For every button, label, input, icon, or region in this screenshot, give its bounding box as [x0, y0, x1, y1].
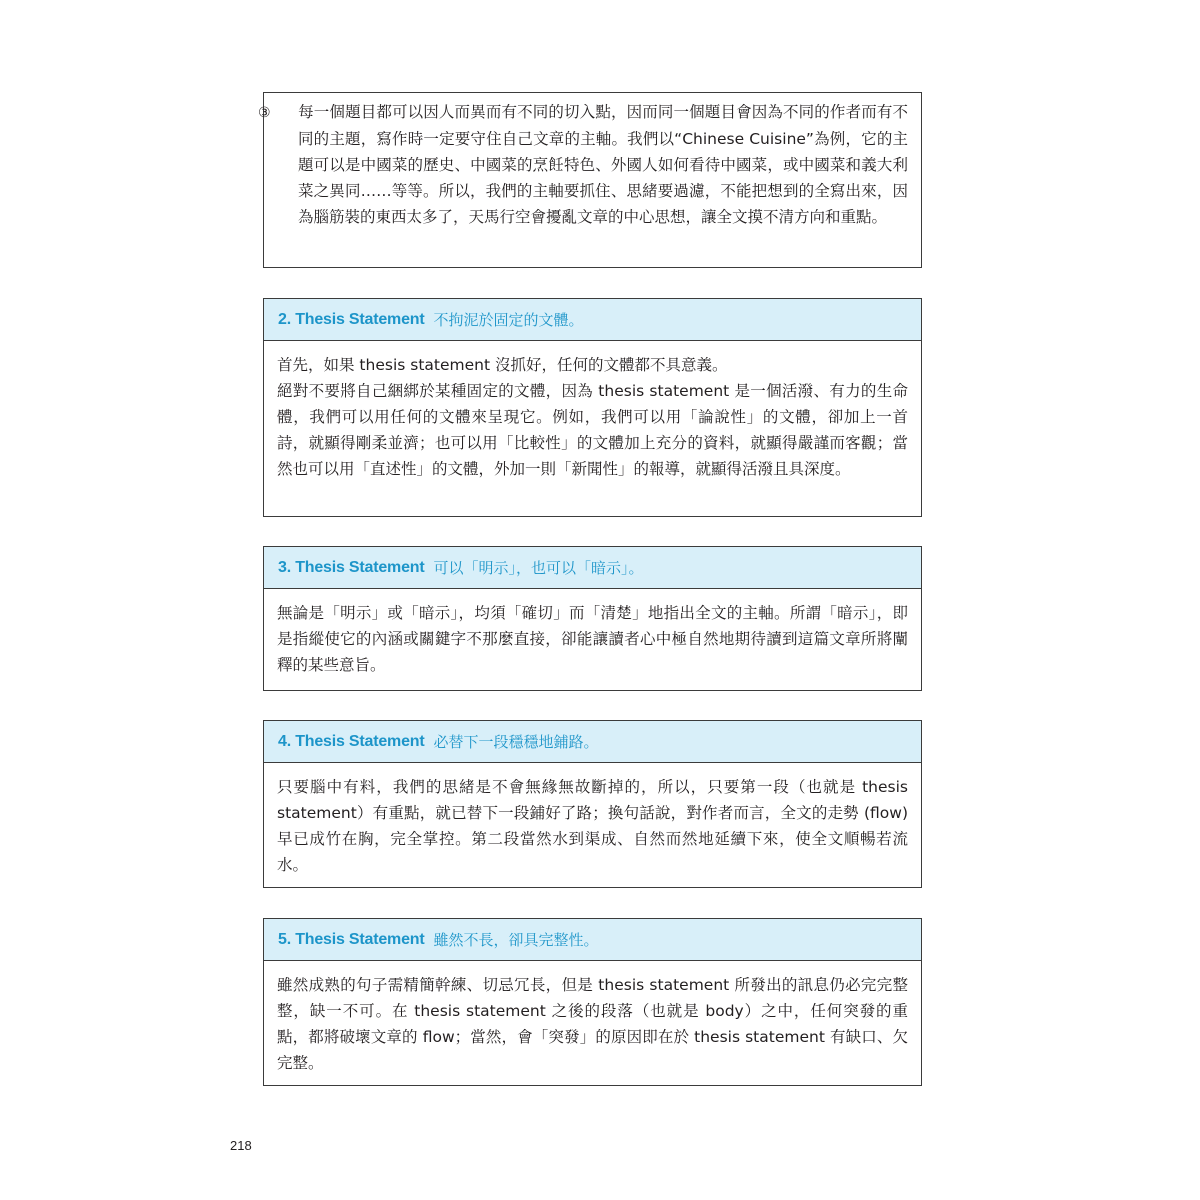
- section-body: [264, 763, 921, 888]
- section-heading: [264, 919, 921, 961]
- section-heading-title: 2. Thesis Statement: [278, 310, 425, 328]
- note-text: 每一個題目都可以因人而異而有不同的切入點，因而同一個題目會因為不同的作者而有不同的主題，寫作時一定要守住自己文章的主軸。我們以“Chinese Cuisine”為例，它的主題可以是中國菜的歷史、中國菜的烹飪特色、外國人如何看待中國菜，或中國菜和義大利菜之異同……等等。所以，我們的主軸要抓住、思緒要過濾，不能把想到的全寫出來，因為腦筋裝的東西太多了，天馬行空會擾亂文章的中心思想，讓全文摸不清方向和重點。: [298, 103, 908, 226]
- section-paragraph: 只要腦中有料，我們的思緒是不會無緣無故斷掉的，所以，只要第一段（也就是 thesis statement）有重點，就已替下一段鋪好了路；換句話說，對作者而言，全文的走勢 (flow) 早已成竹在胸，完全掌控。第二段當然水到渠成、自然而然地延續下來，使全文順暢若流水。: [277, 778, 908, 874]
- section-heading: [264, 547, 921, 589]
- section-body: [264, 589, 921, 688]
- note-box: [258, 92, 922, 268]
- section-heading-subtitle: 雖然不長，卻具完整性。: [433, 931, 599, 949]
- page-number: 218: [230, 1138, 252, 1153]
- section-paragraph: 首先，如果 thesis statement 沒抓好，任何的文體都不具意義。: [277, 356, 728, 374]
- section-paragraph: 雖然成熟的句子需精簡幹練、切忌冗長，但是 thesis statement 所發出的訊息仍必完完整整，缺一不可。在 thesis statement 之後的段落（也就是 body）之中，任何突發的重點，都將破壞文章的 flow；當然，會「突發」的原因即在於 thesis statement 有缺口、欠完整。: [277, 976, 908, 1072]
- section-body: [264, 341, 921, 492]
- section-heading-subtitle: 可以「明示」，也可以「暗示」。: [433, 559, 644, 577]
- section-heading-title: 5. Thesis Statement: [278, 930, 425, 948]
- section-heading-subtitle: 必替下一段穩穩地鋪路。: [433, 733, 599, 751]
- section-body: [264, 961, 921, 1086]
- section-paragraph: 絕對不要將自己綑綁於某種固定的文體，因為 thesis statement 是一個活潑、有力的生命體，我們可以用任何的文體來呈現它。例如，我們可以用「論說性」的文體，卻加上一首詩，就顯得剛柔並濟；也可以用「比較性」的文體加上充分的資料，就顯得嚴謹而客觀；當然也可以用「直述性」的文體，外加一則「新聞性」的報導，就顯得活潑且具深度。: [277, 382, 908, 478]
- section-heading-title: 4. Thesis Statement: [278, 732, 425, 750]
- section-box-3: [263, 546, 922, 691]
- section-heading: [264, 721, 921, 763]
- section-paragraph: 無論是「明示」或「暗示」，均須「確切」而「清楚」地指出全文的主軸。所謂「暗示」，即是指縱使它的內涵或關鍵字不那麼直接，卻能讓讀者心中極自然地期待讀到這篇文章所將闡釋的某些意旨。: [277, 604, 908, 674]
- note-paragraph: [258, 99, 908, 230]
- section-box-2: [263, 298, 922, 517]
- circled-number-marker: ③: [258, 105, 271, 121]
- section-box-4: [263, 720, 922, 888]
- section-heading-title: 3. Thesis Statement: [278, 558, 425, 576]
- section-heading-subtitle: 不拘泥於固定的文體。: [433, 311, 584, 329]
- section-box-5: [263, 918, 922, 1086]
- note-body: [258, 93, 921, 240]
- section-heading: [264, 299, 921, 341]
